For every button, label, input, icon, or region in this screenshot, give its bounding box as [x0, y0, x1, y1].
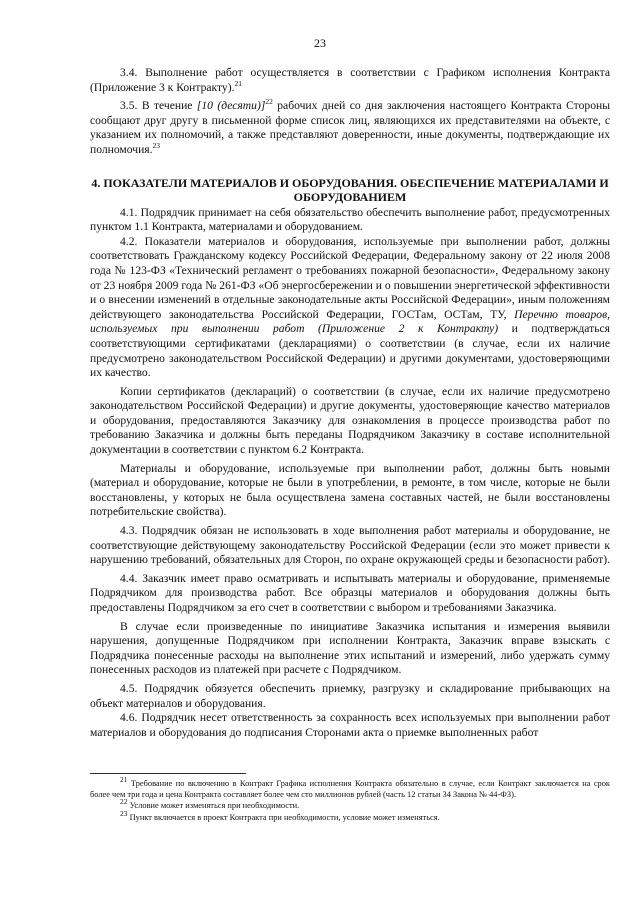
- paragraph-copies: Копии сертификатов (деклараций) о соответствии (в случае, если их наличие предусмотрено законодательством Российской Федерации) и другие документы, удостоверяющие качество материалов и оборудования, предоставляются Заказчику для ознакомления в процессе производства работ по требованию Заказчика и должны быть переданы Подрядчиком Заказчику в составе исполнительной документации в соответствии с пунктом 6.2 Контракта.: [90, 384, 610, 457]
- paragraph-4-5: 4.5. Подрядчик обязуется обеспечить приемку, разгрузку и складирование прибывающих на объект материалов и оборудования.: [90, 681, 610, 710]
- footnote-ref[interactable]: 21: [234, 78, 242, 88]
- document-body: [90, 66, 610, 740]
- paragraph-tests: В случае если произведенные по инициативе Заказчика испытания и измерения выявили нарушения, допущенные Подрядчиком при исполнении Контракта, Заказчик вправе взыскать с Подрядчика понесенные расходы на выполнение этих испытаний и измерений, либо удержать сумму понесенных расходов из платежей при расчете с Подрядчиком.: [90, 619, 610, 677]
- footnote-23: $^{23}$ Пункт включается в проект Контракта при необходимости, условие может изменяться.: [120, 808, 440, 822]
- footnote-ref[interactable]: 23: [152, 141, 161, 151]
- footnote-separator: [90, 773, 246, 774]
- section-heading: 4. ПОКАЗАТЕЛИ МАТЕРИАЛОВ И ОБОРУДОВАНИЯ. ОБЕСПЕЧЕНИЕ МАТЕРИАЛАМИ И ОБОРУДОВАНИЕМ: [91, 175, 609, 204]
- paragraph-3-4: 3.4. Выполнение работ осуществляется в соответствии с Графиком исполнения Контракта (Приложение 3 к Контракту).$^{21}$: [90, 66, 610, 94]
- paragraph-4-1: 4.1. Подрядчик принимает на себя обязательство обеспечить выполнение работ, предусмотренных пунктом 1.1 Контракта, материалами и оборудованием.: [90, 205, 610, 234]
- paragraph-4-6: 4.6. Подрядчик несет ответственность за сохранность всех используемых при выполнении работ материалов и оборудования до подписания Сторонами акта о приемке выполненных работ: [90, 711, 610, 739]
- paragraph-new-materials: Материалы и оборудование, используемые при выполнении работ, должны быть новыми (материал и оборудование, которые не были в употреблении, в ремонте, в том числе, которые не были восстановлены, у которых не была осуществлена замена составных частей, не были восстановлены потребительские свойства).: [90, 461, 610, 519]
- paragraph-3-5: 3.5. В течение [10 (десяти)]$^{22}$ рабочих дней со дня заключения настоящего Контракта Стороны сообщают друг другу в письменной форме список лиц, являющихся их представителями на объекте, с указанием их полномочий, а также представляют доверенности, иные документы, подтверждающие их полномочия.$^{23}$: [90, 97, 610, 156]
- paragraph-4-2: 4.2. Показатели материалов и оборудования, используемые при выполнении работ, должны соответствовать Гражданскому кодексу Российской Федерации, Федеральному закону от 22 июля 2008 года № 123-ФЗ «Технический регламент о требованиях пожарной безопасности», Федеральному закону от 23 ноября 2009 года № 261-ФЗ «Об энергосбережении и о повышении энергетической эффективности и о внесении изменений в отдельные законодательные акты Российской Федерации», иным положениям действующего законодательства Российской Федерации, ГОСТам, ОСТам, ТУ, Перечню товаров, используемых при выполнении работ (Приложение 2 к Контракту) и подтверждаться соответствующими сертификатами (декларациями) о соответствии (в случае, если их наличие предусмотрено законодательством Российской Федерации) и другими документами, удостоверяющими их качество.: [90, 234, 610, 380]
- footnotes: [90, 775, 610, 823]
- paragraph-4-3: 4.3. Подрядчик обязан не использовать в ходе выполнения работ материалы и оборудование, не соответствующие действующему законодательству Российской Федерации (если это может привести к нарушению требований, обязательных для Сторон, по охране окружающей среды и безопасности работ).: [90, 524, 610, 567]
- page-number: 23: [314, 36, 326, 50]
- footnote-ref[interactable]: 22: [265, 97, 273, 107]
- footnote-21: $^{21}$ Требование по включению в Контракт Графика исполнения Контракта обязательно в случае, если Контракт заключается на срок более чем три года и цена Контракта составляет более чем сто миллионов рублей (часть 12 статьи 34 Закона № 44-ФЗ).: [90, 775, 610, 800]
- paragraph-4-4: 4.4. Заказчик имеет право осматривать и испытывать материалы и оборудование, применяемые Подрядчиком для производства работ. Все образцы материалов и оборудования должны быть предоставлены Подрядчиком за его счет в соответствии с выбором и требованиями Заказчика.: [90, 571, 610, 614]
- footnote-22: $^{22}$ Условие может изменяться при необходимости.: [120, 797, 300, 811]
